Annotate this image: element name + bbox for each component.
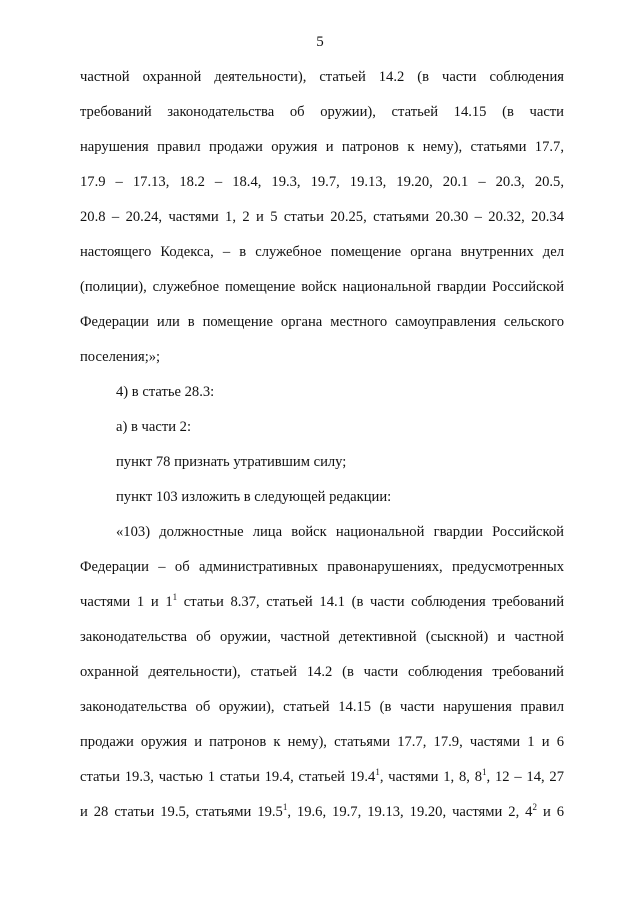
- text-line: Федерации или в помещение органа местного самоуправления сельского: [80, 314, 564, 330]
- text-line: 20.8 – 20.24, частями 1, 2 и 5 статьи 20.25, статьями 20.30 – 20.32, 20.34: [80, 209, 564, 225]
- document-body: [80, 60, 564, 830]
- text-line: 17.9 – 17.13, 18.2 – 18.4, 19.3, 19.7, 19.13, 19.20, 20.1 – 20.3, 20.5,: [80, 174, 564, 190]
- text-line: поселения;»;: [80, 349, 161, 365]
- text-run: и 28 статьи 19.5, статьями 19.5: [80, 804, 283, 820]
- text-line: охранной деятельности), статьей 14.2 (в части соблюдения требований: [80, 664, 564, 680]
- superscript: 1: [482, 767, 487, 777]
- superscript: 1: [375, 767, 380, 777]
- page-number: 5: [316, 34, 324, 50]
- text-run: , 19.6, 19.7, 19.13, 19.20, частями 2, 4: [287, 804, 533, 820]
- text-run: и 6: [536, 804, 565, 820]
- text-run: , 12 – 14, 27: [486, 769, 565, 785]
- text-line: Федерации – об административных правонарушениях, предусмотренных: [80, 559, 564, 575]
- text-line: а) в части 2:: [116, 419, 192, 435]
- text-run: статьи 19.3, частью 1 статьи 19.4, статьей 19.4: [80, 769, 376, 785]
- text-line: требований законодательства об оружии), статьей 14.15 (в части: [80, 104, 564, 120]
- text-run: статьи 8.37, статьей 14.1 (в части соблюдения требований: [177, 594, 565, 610]
- text-line: (полиции), служебное помещение войск национальной гвардии Российской: [80, 279, 564, 295]
- superscript: 2: [532, 802, 537, 812]
- text-line: законодательства об оружии, частной детективной (сыскной) и частной: [80, 629, 564, 645]
- text-line: [80, 760, 564, 795]
- text-run: , частями 1, 8, 8: [379, 769, 483, 785]
- text-line: 4) в статье 28.3:: [116, 384, 215, 400]
- superscript: 1: [282, 802, 288, 812]
- text-line: нарушения правил продажи оружия и патронов к нему), статьями 17.7,: [80, 139, 564, 155]
- text-line: законодательства об оружии), статьей 14.15 (в части нарушения правил: [80, 699, 564, 715]
- text-line: [80, 585, 564, 620]
- superscript: 1: [172, 592, 178, 602]
- text-line: настоящего Кодекса, – в служебное помещение органа внутренних дел: [80, 244, 564, 260]
- text-line: частной охранной деятельности), статьей 14.2 (в части соблюдения: [80, 69, 564, 85]
- text-line: «103) должностные лица войск национальной гвардии Российской: [116, 524, 564, 540]
- text-line: [80, 795, 564, 830]
- text-line: пункт 103 изложить в следующей редакции:: [116, 489, 392, 505]
- text-line: продажи оружия и патронов к нему), статьями 17.7, 17.9, частями 1 и 6: [80, 734, 564, 750]
- text-line: пункт 78 признать утратившим силу;: [116, 454, 347, 470]
- text-run: частями 1 и 1: [80, 594, 173, 610]
